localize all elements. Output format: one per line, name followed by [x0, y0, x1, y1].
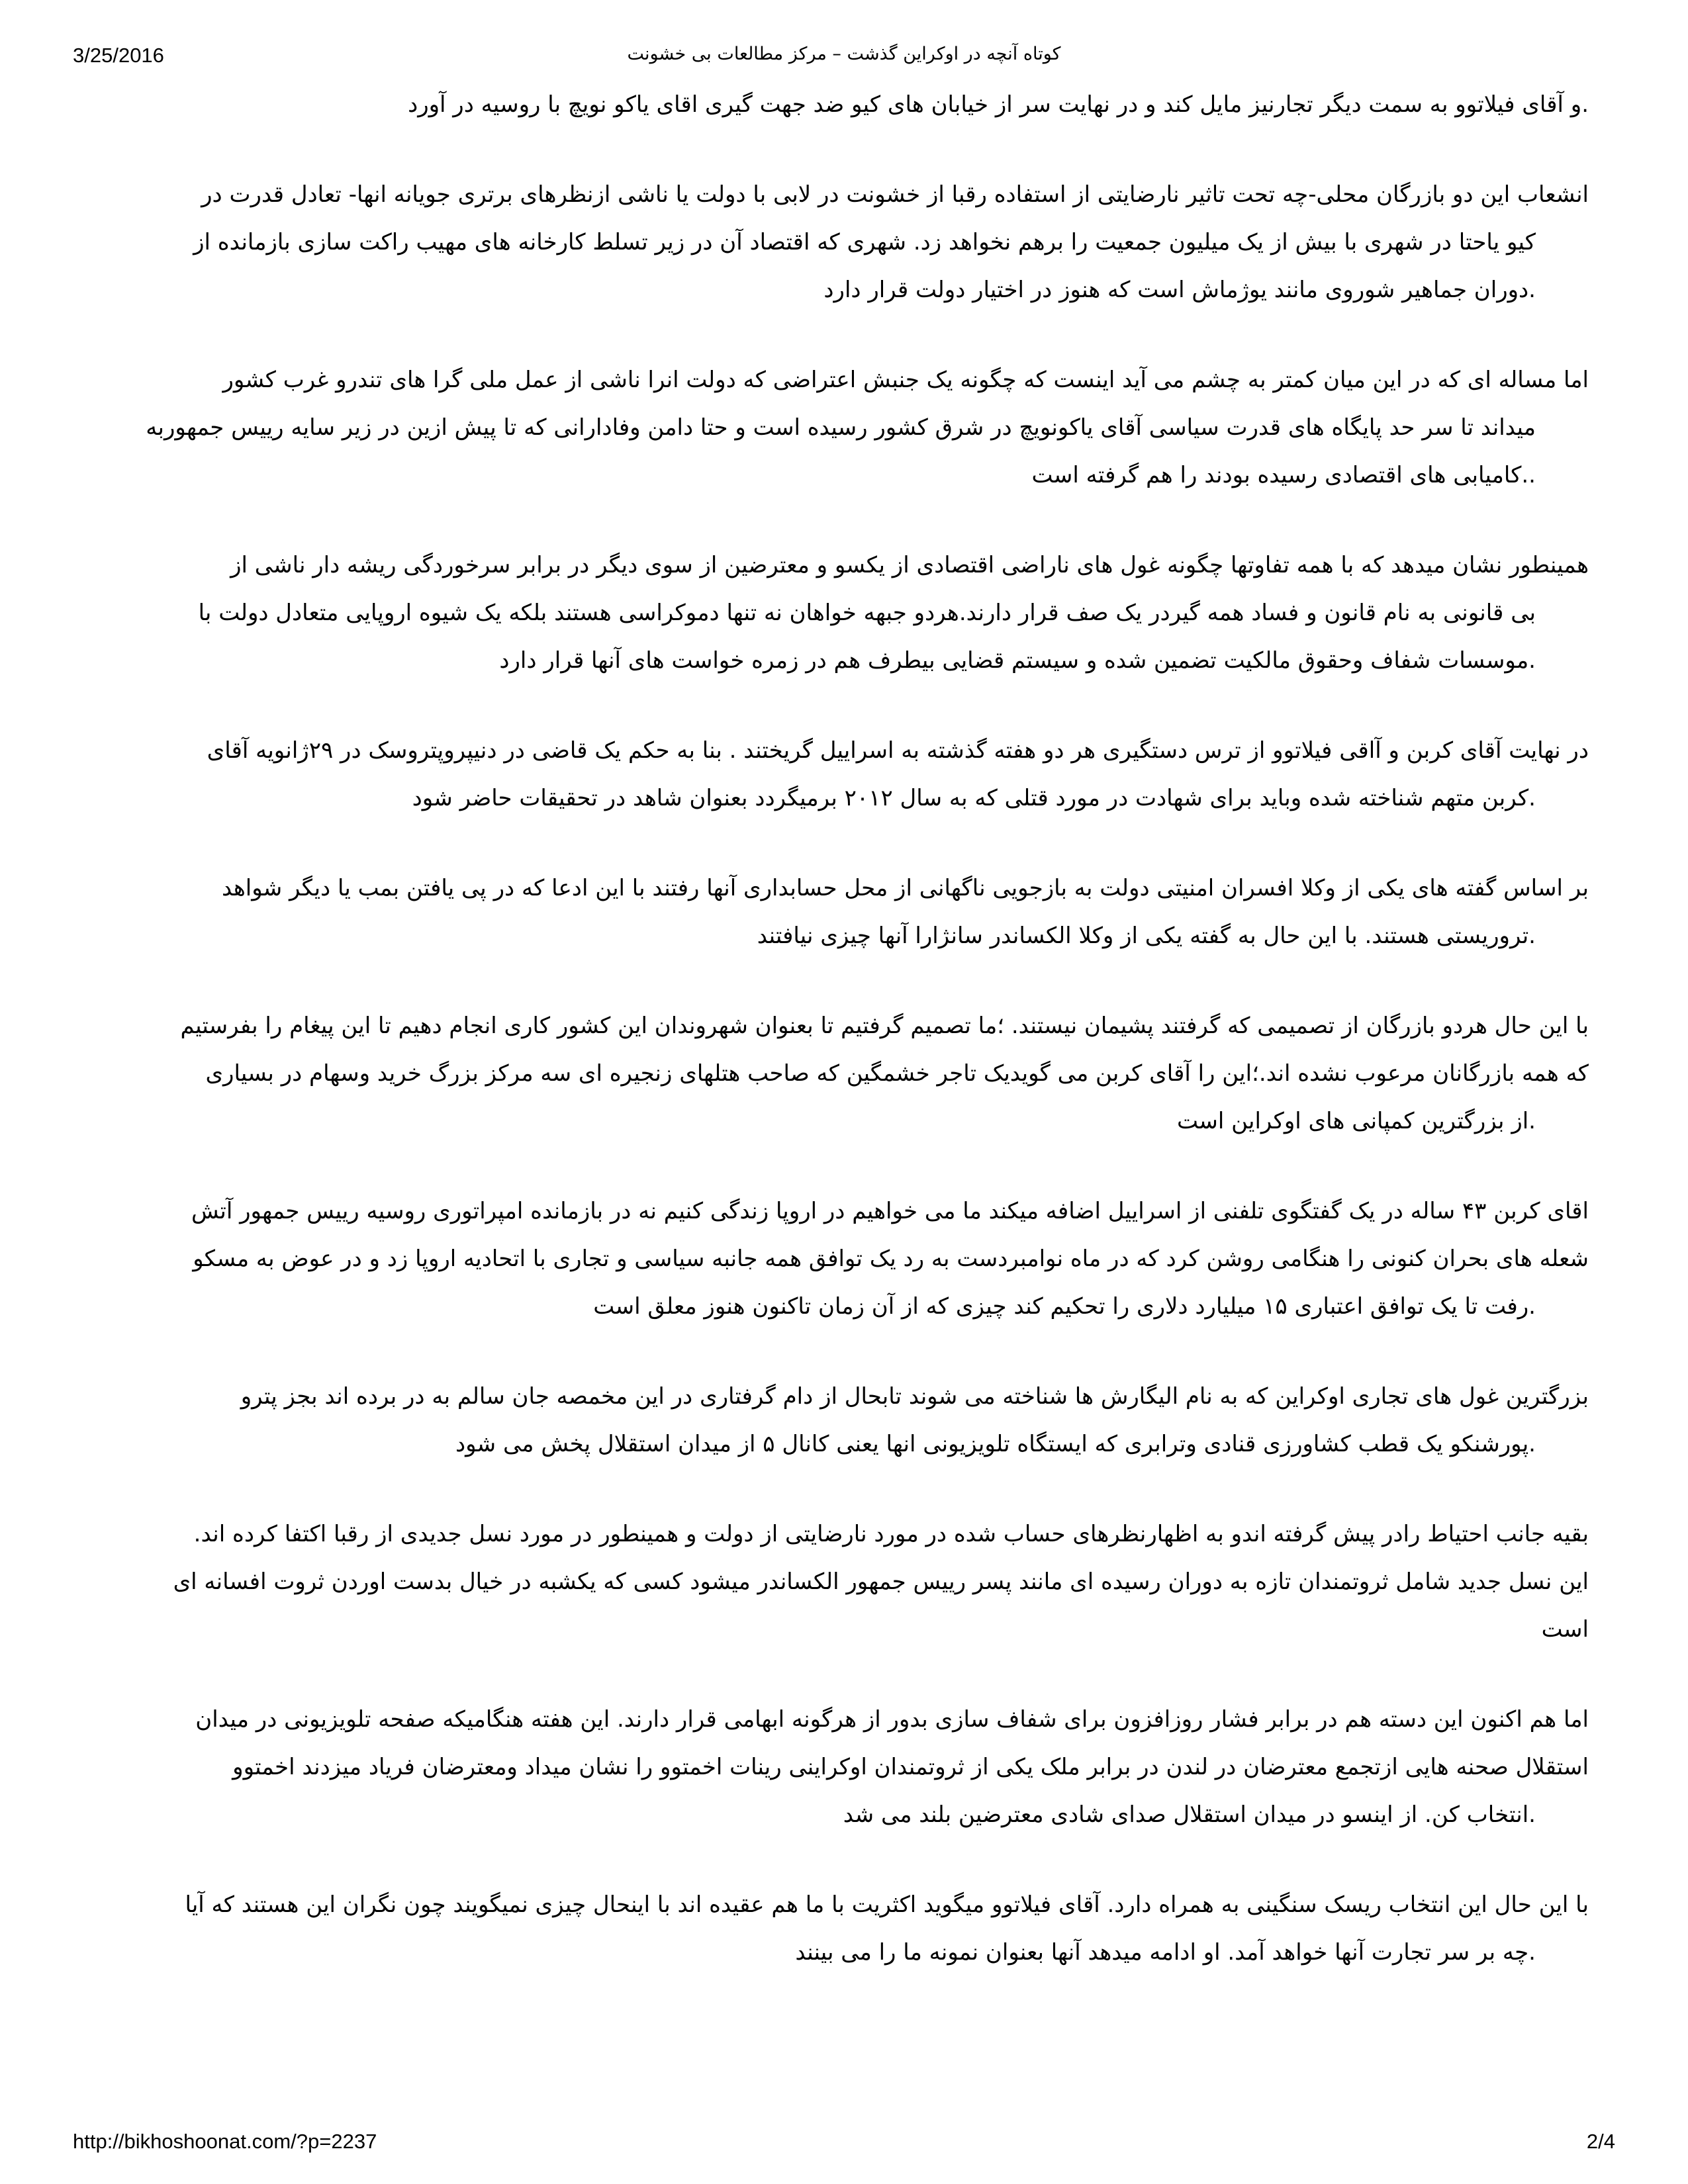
- print-date: 3/25/2016: [73, 44, 164, 67]
- source-url: http://bikhoshoonat.com/?p=2237: [73, 2130, 377, 2153]
- paragraph-line: انشعاب این دو بازرگان محلی-چه تحت تاثیر نارضایتی از استفاده رقبا از خشونت در لابی با دولت یا ناشی ازنظرهای برتری جویانه انها- تعادل قدرت در: [201, 181, 1589, 208]
- paragraph-line: .انتخاب کن. از اینسو در میدان استقلال صدای شادی معترضین بلند می شد: [843, 1801, 1536, 1828]
- page-header: [73, 44, 1615, 70]
- paragraph-line: که همه بازرگانان مرعوب نشده اند.؛این را آقای کربن می گویدیک تاجر خشمگین که صاحب هتلهای زنجیره ای سه مرکز بزرگ خرید وسهام در بسیاری: [205, 1060, 1589, 1087]
- paragraph-line: بقیه جانب احتیاط رادر پیش گرفته اندو به اظهارنظرهای حساب شده در مورد نارضایتی از دولت و همینطور در مورد نسل جدیدی از رقبا اکتفا کرده اند.: [193, 1521, 1589, 1547]
- paragraph-line: اقای کربن ۴۳ ساله در یک گفتگوی تلفنی از اسراییل اضافه میکند ما می خواهیم در اروپا زندگی کنیم نه در بازمانده امپراتوری روسیه رییس جمهور آتش: [191, 1198, 1589, 1224]
- article-body: [73, 81, 1589, 2019]
- page-title: کوتاه آنچه در اوکراین گذشت – مرکز مطالعات بی خشونت: [627, 44, 1061, 64]
- article-paragraph: [73, 541, 1589, 684]
- paragraph-line: با این حال هردو بازرگان از تصمیمی که گرفتند پشیمان نیستند. ؛ما تصمیم گرفتیم تا بعنوان شهروندان این کشور کاری انجام دهیم تا این پیغام را بفرستیم: [180, 1013, 1589, 1039]
- paragraph-line: شعله های بحران کنونی را هنگامی روشن کرد که در ماه نوامبردست به رد یک توافق همه جانبه سیاسی و تجاری با اتحادیه اروپا زد و در عوض به مسکو: [193, 1246, 1589, 1272]
- paragraph-line: .و آقای فیلاتوو به سمت دیگر تجارنیز مایل کند و در نهایت سر از خیابان های کیو ضد جهت گیری اقای یاکو نویچ با روسیه در آورد: [408, 91, 1589, 118]
- paragraph-line: .رفت تا یک توافق اعتباری ۱۵ میلیارد دلاری را تحکیم کند چیزی که از آن زمان تاکنون هنوز معلق است: [593, 1293, 1536, 1320]
- paragraph-line: همینطور نشان میدهد که با همه تفاوتها چگونه غول های ناراضی اقتصادی از یکسو و معترضین از سوی دیگر در برابر سرخوردگی ریشه دار ناشی از: [230, 552, 1589, 578]
- paragraph-line: است: [1541, 1616, 1589, 1643]
- page-footer: [73, 2130, 1615, 2156]
- article-paragraph: [73, 81, 1589, 128]
- paragraph-line: بزرگترین غول های تجاری اوکراین که به نام الیگارش ها شناخته می شوند تابحال از دام گرفتاری در این مخمصه جان سالم به در برده اند بجز پترو: [240, 1383, 1589, 1410]
- paragraph-line: .دوران جماهیر شوروی مانند یوژماش است که هنوز در اختیار دولت قرار دارد: [823, 277, 1536, 303]
- paragraph-line: .چه بر سر تجارت آنها خواهد آمد. او ادامه میدهد آنها بعنوان نمونه ما را می بینند: [795, 1939, 1536, 1966]
- article-paragraph: [73, 1002, 1589, 1145]
- article-paragraph: [73, 864, 1589, 960]
- paragraph-line: اما هم اکنون این دسته هم در برابر فشار روزافزون برای شفاف سازی بدور از هرگونه ابهامی قرار دارند. این هفته هنگامیکه صفحه تلویزیونی در میدان: [195, 1706, 1589, 1733]
- paragraph-line: کیو یاحتا در شهری با بیش از یک میلیون جمعیت را برهم نخواهد زد. شهری که اقتصاد آن در زیر تسلط کارخانه های مهیب راکت سازی بازمانده از: [193, 229, 1536, 255]
- article-paragraph: [73, 1696, 1589, 1839]
- paragraph-line: .از بزرگترین کمپانی های اوکراین است: [1177, 1108, 1536, 1134]
- paragraph-line: بی قانونی به نام قانون و فساد همه گیردر یک صف قرار دارند.هردو جبهه خواهان نه تنها دموکراسی هستند بلکه یک شیوه اروپایی متعادل دولت با: [198, 600, 1536, 626]
- paragraph-line: .کربن متهم شناخته شده وباید برای شهادت در مورد قتلی که به سال ۲۰۱۲ برمیگردد بعنوان شاهد در تحقیقات حاضر شود: [412, 785, 1536, 811]
- paragraph-line: ..کامیابی های اقتصادی رسیده بودند را هم گرفته است: [1031, 462, 1536, 488]
- paragraph-line: بر اساس گفته های یکی از وکلا افسران امنیتی دولت به بازجویی ناگهانی از محل حسابداری آنها رفتند با این ادعا که در پی یافتن بمب یا دیگر شواهد: [221, 875, 1589, 901]
- paragraph-line: .تروریستی هستند. با این حال به گفته یکی از وکلا الکساندر سانژارا آنها چیزی نیافتند: [757, 923, 1536, 949]
- article-paragraph: [73, 171, 1589, 314]
- paragraph-line: .موسسات شفاف وحقوق مالکیت تضمین شده و سیستم قضایی بیطرف هم در زمره خواست های آنها قرار دارد: [499, 647, 1536, 674]
- article-paragraph: [73, 1187, 1589, 1330]
- paragraph-line: میداند تا سر حد پایگاه های قدرت سیاسی آقای یاکونویچ در شرق کشور رسیده است و حتا دامن وفادارانی که تا پیش ازین در زیر سایه رییس جمهوربه: [146, 414, 1536, 441]
- article-paragraph: [73, 1881, 1589, 1976]
- paragraph-line: در نهایت آقای کربن و آاقی فیلاتوو از ترس دستگیری هر دو هفته گذشته به اسراییل گریختند . بنا به حکم یک قاضی در دنیپروپتروسک در ۲۹ژانویه آقای: [207, 737, 1589, 764]
- paragraph-line: اما مساله ای که در این میان کمتر به چشم می آید اینست که چگونه یک جنبش اعتراضی که دولت انرا ناشی از عمل ملی گرا های تندرو غرب کشور: [222, 367, 1589, 393]
- paragraph-line: این نسل جدید شامل ثروتمندان تازه به دوران رسیده ای مانند پسر رییس جمهور الکساندر میشود کسی که یکشبه در خیال بدست اوردن ثروت افسانه ای: [173, 1569, 1589, 1595]
- paragraph-line: استقلال صحنه هایی ازتجمع معترضان در لندن در برابر ملک یکی از ثروتمندان اوکراینی رینات اخمتوو را نشان میداد ومعترضان فریاد میزدند اخمتوو: [232, 1754, 1589, 1780]
- paragraph-line: .پورشنکو یک قطب کشاورزی قنادی وترابری که ایستگاه تلویزیونی انها یعنی کانال ۵ از میدان استقلال پخش می شود: [455, 1431, 1536, 1457]
- page-number: 2/4: [1586, 2130, 1615, 2153]
- article-paragraph: [73, 1373, 1589, 1468]
- paragraph-line: با این حال این انتخاب ریسک سنگینی به همراه دارد. آقای فیلاتوو میگوید اکثریت با ما هم عقیده اند با اینحال چیزی نمیگویند چون نگران این هستند که آیا: [185, 1891, 1589, 1918]
- article-paragraph: [73, 356, 1589, 499]
- article-paragraph: [73, 727, 1589, 822]
- article-paragraph: [73, 1510, 1589, 1653]
